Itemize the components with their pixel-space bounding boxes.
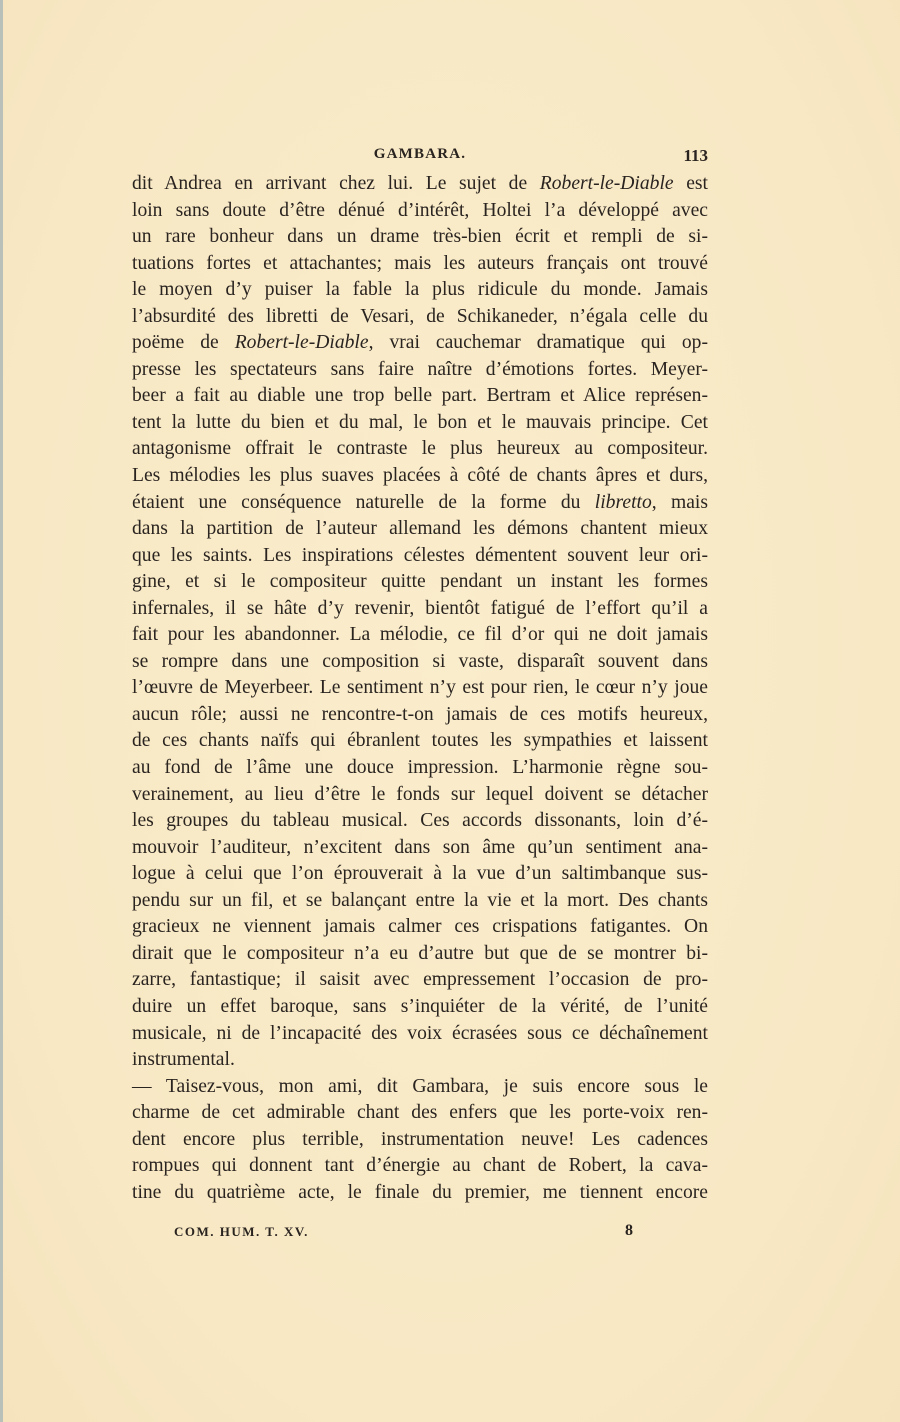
text-line	[132, 622, 708, 649]
text-run: fait pour les abandonner. La mélodie, ce fil d’or qui ne doit jamais	[132, 624, 708, 646]
text-run: l’œuvre de Meyerbeer. Le sentiment n’y est pour rien, le cœur n’y joue	[132, 677, 708, 699]
text-run: charme de cet admirable chant des enfers que les porte-voix ren-	[132, 1102, 708, 1124]
text-line	[132, 1180, 708, 1207]
text-run: rompues qui donnent tant d’énergie au chant de Robert, la cava-	[132, 1155, 708, 1177]
text-run: aucun rôle; aussi ne rencontre-t-on jamais de ces motifs heureux,	[132, 703, 708, 725]
text-line	[132, 861, 708, 888]
text-line	[132, 1153, 708, 1180]
text-line	[132, 649, 708, 676]
text-run: — Taisez-vous, mon ami, dit Gambara, je suis encore sous le	[132, 1075, 708, 1097]
text-run: , vrai cauchemar dramatique qui op-	[368, 332, 708, 354]
text-run: pendu sur un fil, et se balançant entre la vie et la mort. Des chants	[132, 889, 708, 911]
text-run: antagonisme offrait le contraste le plus heureux au compositeur.	[132, 438, 708, 460]
signature-mark: 8	[625, 1222, 633, 1239]
text-run: tent la lutte du bien et du mal, le bon et le mauvais principe. Cet	[132, 411, 708, 433]
text-line	[132, 1100, 708, 1127]
text-line	[132, 516, 708, 543]
text-run: dans la partition de l’auteur allemand les démons chantent mieux	[132, 518, 708, 540]
italic-title: libretto	[594, 491, 652, 513]
text-run: tuations fortes et attachantes; mais les auteurs français ont trouvé	[132, 252, 708, 274]
text-line	[132, 914, 708, 941]
text-run: gine, et si le compositeur quitte pendant un instant les formes	[132, 571, 708, 593]
text-line	[132, 224, 708, 251]
text-line	[132, 569, 708, 596]
text-run: étaient une conséquence naturelle de la forme du	[132, 491, 595, 513]
text-line	[132, 728, 708, 755]
text-run: les groupes du tableau musical. Ces accords dissonants, loin d’é-	[132, 810, 708, 832]
text-line	[132, 596, 708, 623]
text-line	[132, 702, 708, 729]
body-text	[132, 171, 708, 1206]
page-footer	[132, 1224, 708, 1244]
text-line	[132, 1021, 708, 1048]
text-run: , mais	[651, 491, 708, 513]
text-line	[132, 1127, 708, 1154]
text-run: de ces chants naïfs qui ébranlent toutes les sympathies et laissent	[132, 730, 708, 752]
page-number: 113	[683, 146, 708, 165]
text-run: au fond de l’âme une douce impression. L’harmonie règne sou-	[132, 757, 708, 779]
text-run: le moyen d’y puiser la fable la plus ridicule du monde. Jamais	[132, 279, 708, 301]
signature-label: COM. HUM. T. XV.	[174, 1224, 309, 1239]
text-run: mouvoir l’auditeur, n’excitent dans son âme qu’un sentiment ana-	[132, 836, 708, 858]
text-line	[132, 410, 708, 437]
text-run: instrumental.	[132, 1049, 235, 1071]
text-line	[132, 304, 708, 331]
text-line	[132, 357, 708, 384]
running-title: GAMBARA.	[373, 146, 467, 162]
text-line	[132, 675, 708, 702]
text-run: un rare bonheur dans un drame très-bien écrit et rempli de si-	[132, 226, 708, 248]
text-line	[132, 277, 708, 304]
text-line	[132, 1074, 708, 1101]
text-run: dirait que le compositeur n’a eu d’autre but que de se montrer bi-	[132, 942, 708, 964]
italic-title: Robert-le-Diable	[539, 173, 674, 194]
text-run: logue à celui que l’on éprouverait à la vue d’un saltimbanque sus-	[132, 863, 708, 885]
text-run: infernales, il se hâte d’y revenir, bientôt fatigué de l’effort qu’il a	[132, 597, 708, 619]
text-line	[132, 383, 708, 410]
text-line	[132, 543, 708, 570]
text-run: Les mélodies les plus suaves placées à côté de chants âpres et durs,	[132, 465, 708, 487]
text-run: tine du quatrième acte, le finale du premier, me tiennent encore	[132, 1181, 708, 1203]
page-edge	[0, 0, 3, 1422]
text-line	[132, 1047, 708, 1074]
text-line	[132, 941, 708, 968]
text-run: loin sans doute d’être dénué d’intérêt, Holtei l’a développé avec	[132, 199, 708, 221]
text-run: poëme de	[132, 332, 235, 354]
text-line	[132, 808, 708, 835]
text-run: que les saints. Les inspirations célestes démentent souvent leur ori-	[132, 544, 708, 566]
text-line	[132, 436, 708, 463]
text-line	[132, 967, 708, 994]
text-run: beer a fait au diable une trop belle part. Bertram et Alice représen-	[132, 385, 708, 407]
text-line	[132, 755, 708, 782]
text-run: verainement, au lieu d’être le fonds sur lequel doivent se détacher	[132, 783, 708, 805]
text-line	[132, 330, 708, 357]
text-line	[132, 490, 708, 517]
text-run: l’absurdité des libretti de Vesari, de Schikaneder, n’égala celle du	[132, 305, 708, 327]
text-line	[132, 463, 708, 490]
text-run: presse les spectateurs sans faire naître d’émotions fortes. Meyer-	[132, 358, 708, 380]
text-run: est	[673, 173, 708, 194]
text-line	[132, 251, 708, 278]
text-line	[132, 835, 708, 862]
text-run: dent encore plus terrible, instrumentation neuve! Les cadences	[132, 1128, 708, 1150]
text-line	[132, 171, 708, 198]
italic-title: Robert-le-Diable	[234, 332, 369, 354]
text-run: duire un effet baroque, sans s’inquiéter de la vérité, de l’unité	[132, 995, 708, 1017]
text-line	[132, 888, 708, 915]
running-head	[132, 146, 708, 168]
text-line	[132, 782, 708, 809]
text-run: dit Andrea en arrivant chez lui. Le sujet de	[132, 173, 540, 194]
text-run: se rompre dans une composition si vaste, disparaît souvent dans	[132, 650, 708, 672]
text-line	[132, 198, 708, 225]
text-run: gracieux ne viennent jamais calmer ces crispations fatigantes. On	[132, 916, 708, 938]
text-run: zarre, fantastique; il saisit avec empressement l’occasion de pro-	[132, 969, 708, 991]
text-line	[132, 994, 708, 1021]
text-run: musicale, ni de l’incapacité des voix écrasées sous ce déchaînement	[132, 1022, 708, 1044]
